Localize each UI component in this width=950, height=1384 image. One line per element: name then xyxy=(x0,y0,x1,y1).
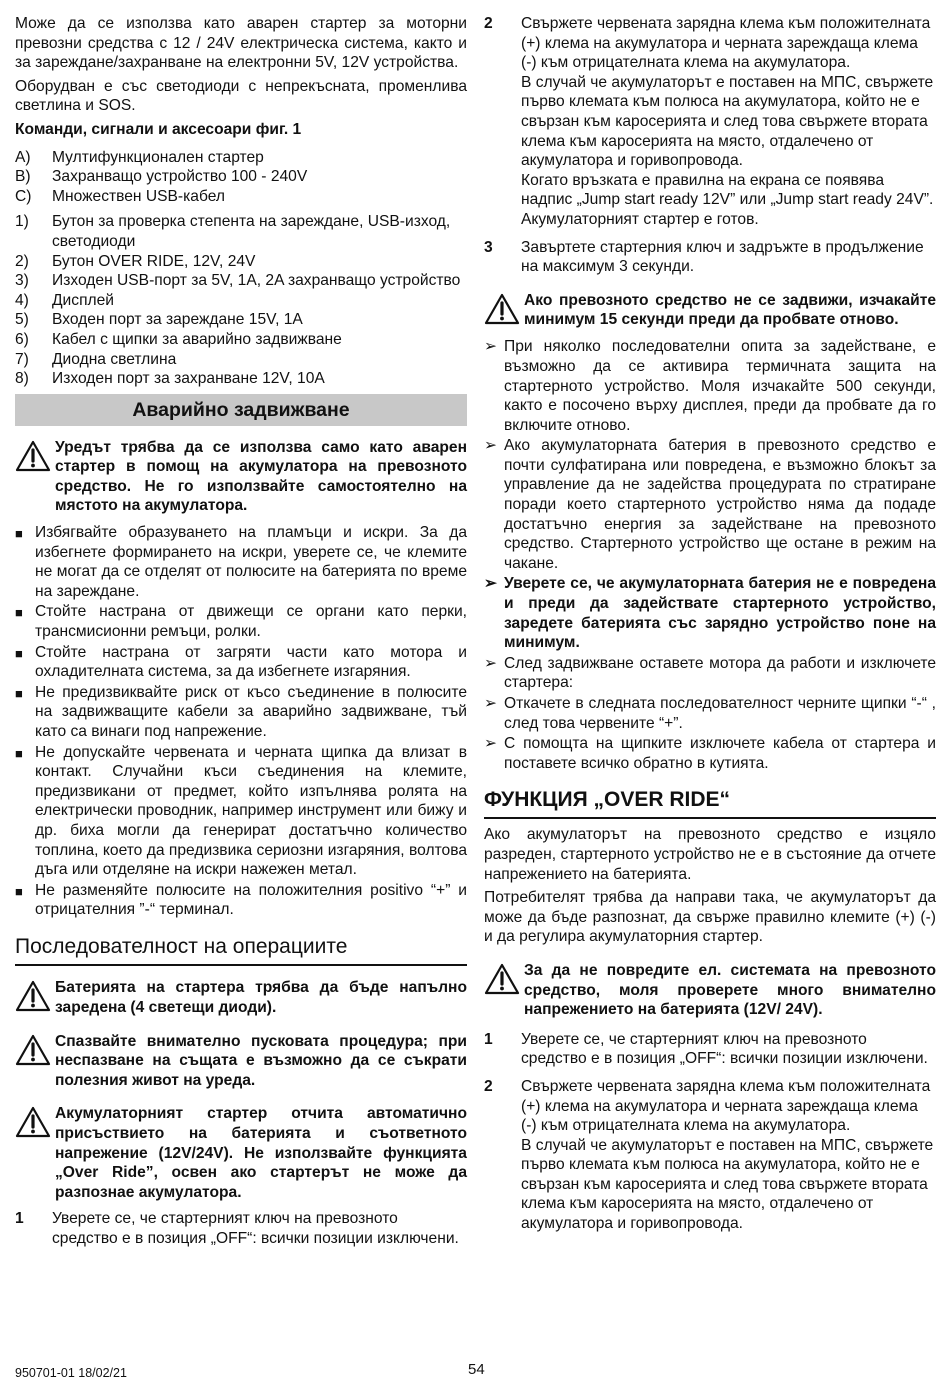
warning-icon xyxy=(15,978,55,1018)
square-bullet-icon: ■ xyxy=(15,745,23,761)
bullet-item: ■ Стойте настрана от движещи се органи като перки, трансмисионни ремъци, ролки. xyxy=(15,603,467,641)
right-column xyxy=(484,14,936,1242)
list-item: A) Мултифункционален стартер xyxy=(15,148,264,166)
list-item: 6) Кабел с щипки за аварийно задвижване xyxy=(15,330,342,348)
warning-icon xyxy=(484,291,524,331)
square-bullet-icon: ■ xyxy=(15,605,23,621)
number-list xyxy=(15,212,467,388)
warning-block: Акумулаторният стартер отчита автоматично присъствието на батерията и съответното напрежение (12V/24V). Не използвайте функцията „Over Ride”, освен ако стартерът не може да разпознае акумулатора. xyxy=(15,1104,467,1202)
bullet-item: ■ Стойте настрана от загряти части като мотора и охладителната система, за да избегнете изгаряния. xyxy=(15,643,467,681)
step-number: 1 xyxy=(484,1030,493,1048)
intro-paragraph: Може да се използва като аварен стартер за моторни превозни средства с 12 / 24V електрическа система, както и за зареждане/захранване на електронни 5V, 12V устройства. xyxy=(15,15,467,72)
square-bullet-icon: ■ xyxy=(15,883,23,899)
bullet-item: ■ Не предизвиквайте риск от късо съединение в полюсите на задвижващите кабели за аварийно задвижване, тъй като са винаги под напрежение. xyxy=(15,683,467,740)
step-item: 3 Завъртете стартерния ключ и задръжте в продължение на максимум 3 секунди. xyxy=(484,238,924,276)
override-heading: ФУНКЦИЯ „OVER RIDE“ xyxy=(484,787,936,819)
list-item: 3) Изходен USB-порт за 5V, 1A, 2A захранващо устройство xyxy=(15,272,461,290)
chevron-right-icon: ➢ xyxy=(484,654,498,672)
sequence-heading: Последователност на операциите xyxy=(15,934,467,966)
step-number: 1 xyxy=(15,1210,24,1228)
chevron-right-icon: ➢ xyxy=(484,695,498,712)
chevron-right-icon: ➢ xyxy=(484,735,498,753)
square-bullet-icon: ■ xyxy=(15,526,23,542)
bullet-item: ■ Избягвайте образуването на пламъци и искри. За да избегнете формирането на искри, уверете се, че клемите не могат да се отделят от полюсите на батерията по време на зареждане. xyxy=(15,524,467,600)
warning-block: Уредът трябва да се използва само като аварен стартер в помощ на акумулатора на превозното средство. Не го използвайте самостоятелно на мястото на акумулатора. xyxy=(15,438,467,516)
list-item: 2) Бутон OVER RIDE, 12V, 24V xyxy=(15,252,256,270)
document-code: 950701-01 18/02/21 xyxy=(15,1366,127,1380)
list-item: 4) Дисплей xyxy=(15,291,114,309)
list-item: 1) Бутон за проверка степента на зареждане, USB-изход, светодиоди xyxy=(15,213,451,250)
chevron-item: ➢ Откачете в следната последователност черните щипки “-“ , след това червените “+”. xyxy=(484,695,936,732)
warning-icon xyxy=(15,1104,55,1202)
chevron-item: ➢ При няколко последователни опита за задействане, е възможно да се активира термичната защита на стартерното устройство. Моля изчакайте 500 секунди, както е посочено върху дисплея, преди да пробвате да го включите отново. xyxy=(484,338,936,434)
chevron-item: ➢ Уверете се, че акумулаторната батерия не е повредена и преди да задействате стартерното устройство, заредете батерията със зарядно устройство поне на минимум. xyxy=(484,575,936,652)
intro-paragraph: Оборудван е със светодиоди с непрекъсната, променлива светлина и SOS. xyxy=(15,77,467,115)
bullet-item: ■ Не разменяйте полюсите на положителния positivo “+” и отрицателния ”-“ терминал. xyxy=(15,881,467,919)
square-bullet-icon: ■ xyxy=(15,685,23,701)
step-item: 1 Уверете се, че стартерният ключ на превозното средство е в позиция „OFF“: всички позиции изключени. xyxy=(484,1030,928,1068)
list-item: 8) Изходен порт за захранване 12V, 10A xyxy=(15,370,325,388)
list-item: 5) Входен порт за зареждане 15V, 1A xyxy=(15,311,303,329)
warning-icon xyxy=(15,1032,55,1091)
chevron-item: ➢ След задвижване оставете мотора да работи и изключете стартера: xyxy=(484,654,936,692)
controls-heading: Команди, сигнали и аксесоари фиг. 1 xyxy=(15,120,302,138)
warning-block: Батерията на стартера трябва да бъде напълно заредена (4 светещи диоди). xyxy=(15,978,467,1018)
step-item: 1 Уверете се, че стартерният ключ на превозното средство е в позиция „OFF“: всички позиции изключени. xyxy=(15,1210,459,1247)
letter-list xyxy=(15,148,467,207)
list-item: 7) Диодна светлина xyxy=(15,350,177,368)
list-item: C) Множествен USB-кабел xyxy=(15,187,225,205)
override-paragraph: Потребителят трябва да направи така, че акумулаторът да може да бъде разпознат, да свърже правилно клемите (+) (-) и да регулира акумулаторния стартер. xyxy=(484,889,936,946)
chevron-item: ➢ Ако акумулаторната батерия в превозното средство е почти сулфатирана или повредена, е възможно блокът за управление да не задейства процедурата по стратиране поради което стартерното устройство няма да подаде достатъчно енергия за задействане на превозното средство. Стартерното устройство ще остане в режим на чакане. xyxy=(484,437,936,572)
step-number: 3 xyxy=(484,238,493,256)
list-item: B) Захранващо устройство 100 - 240V xyxy=(15,168,308,186)
step-item: 2 Свържете червената зарядна клема към положителната (+) клема на акумулатора и черната зареждаща клема (-) към отрицателната клема на акумулатора. В случай че акумулаторът е поставен на МПС, свържете първо клемата към полюса на акумулатора, който не е свързан към каросерията и след това свържете втората клема към каросерията на място, отдалечено от акумулатора и горивопровода. Когато връзката е правилна на екрана се появява надпис „Jump start ready 12V” или „Jump start ready 24V”. Акумулаторният стартер е готов. xyxy=(484,15,934,228)
chevron-item: ➢ С помощта на щипките изключете кабела от стартера и поставете всичко обратно в кутията. xyxy=(484,735,936,772)
step-number: 2 xyxy=(484,1077,493,1095)
step-number: 2 xyxy=(484,15,493,32)
chevron-right-icon: ➢ xyxy=(484,338,498,356)
warning-icon xyxy=(15,438,55,516)
page-number: 54 xyxy=(468,1361,485,1378)
warning-block: Спазвайте внимателно пусковата процедура; при неспазване на същата е възможно да се съкрати полезния живот на уреда. xyxy=(15,1032,467,1091)
warning-block: Ако превозното средство не се задвижи, изчакайте минимум 15 секунди преди да пробвате отново. xyxy=(484,291,936,331)
bullet-item: ■ Не допускайте червената и черната щипка да влизат в контакт. Случайни къси съединения на клемите, предизвикани от предмет, който изпълнява ролята на електрически проводник, например инструмент или бижу и др. биха могли да генерират достатъчно количество топлина, което да предизвика сериозни изгаряния, волтова дъга или отделяне на искри нажежен метал. xyxy=(15,743,467,879)
square-bullet-icon: ■ xyxy=(15,645,23,661)
warning-icon xyxy=(484,961,524,1020)
chevron-right-icon: ➢ xyxy=(484,575,498,593)
warning-block: За да не повредите ел. системата на превозното средство, моля проверете много внимателно напрежението на батерията (12V/ 24V). xyxy=(484,961,936,1020)
override-paragraph: Ако акумулаторът на превозното средство е изцяло разреден, стартерното устройство не е в състояние да отчете напрежението на батерията. xyxy=(484,826,936,883)
chevron-right-icon: ➢ xyxy=(484,437,498,455)
step-item: 2 Свържете червената зарядна клема към положителната (+) клема на акумулатора и черната зареждаща клема (-) към отрицателната клема на акумулатора. В случай че акумулаторът е поставен на МПС, свържете първо клемата към полюса на акумулатора, който не е свързан към каросерията и след това свържете втората клема към каросерията на място, отдалечено от акумулатора и горивопровода. xyxy=(484,1077,934,1233)
section-title-bar: Аварийно задвижване xyxy=(15,394,467,426)
left-column xyxy=(15,14,467,1256)
